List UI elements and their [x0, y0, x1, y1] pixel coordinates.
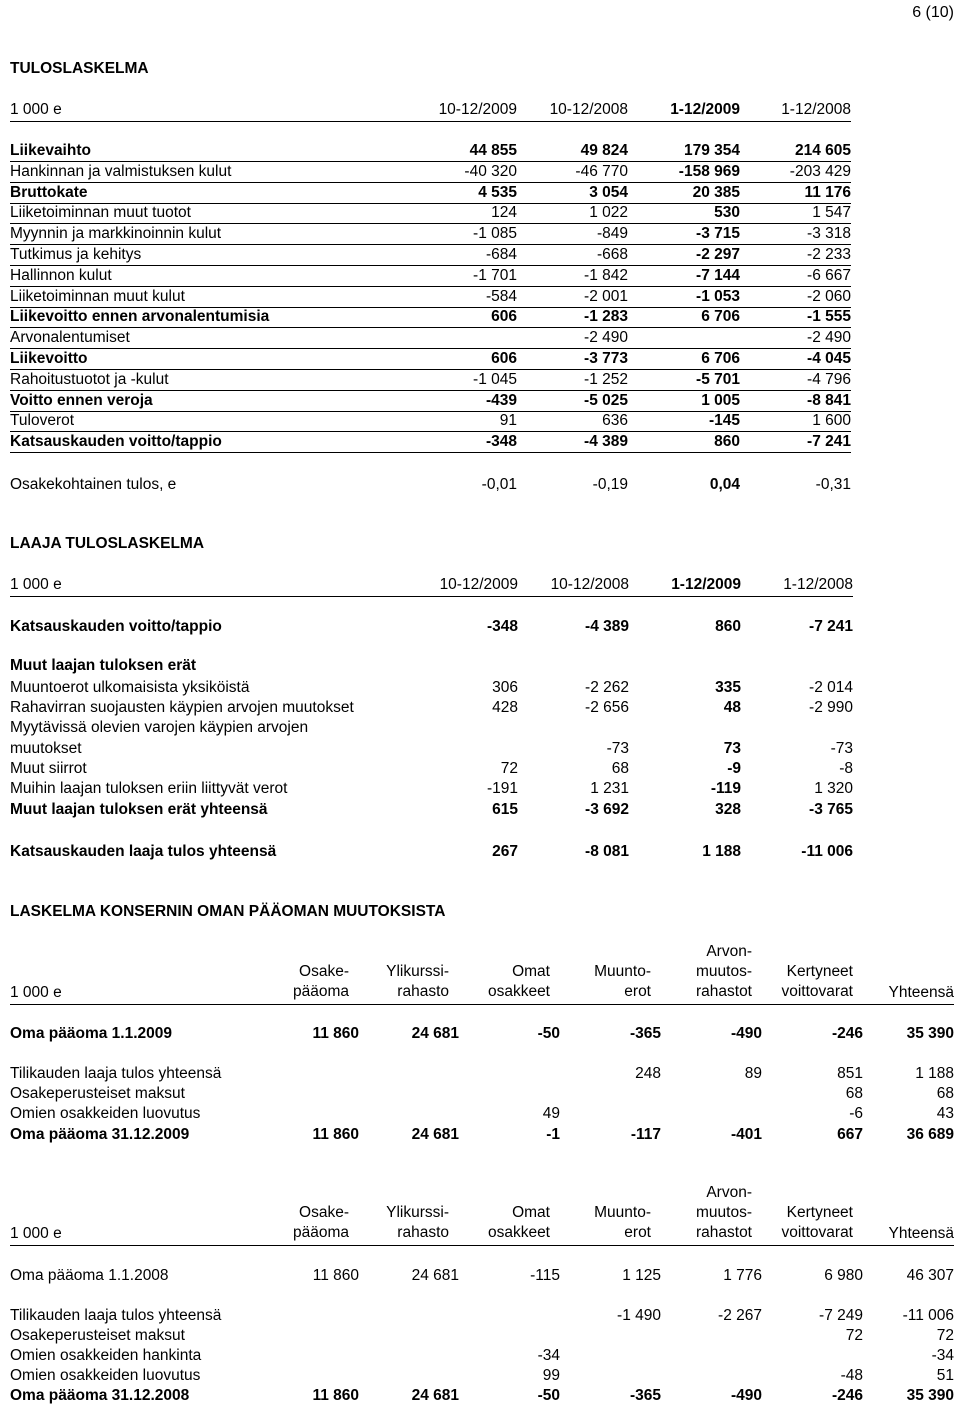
row-value: -34	[931, 1347, 954, 1364]
equity-title: LASKELMA KONSERNIN OMAN PÄÄOMAN MUUTOKSISTA	[10, 903, 446, 920]
row-value: 267	[492, 843, 518, 860]
comprehensive-header-col: 1-12/2008	[783, 576, 853, 593]
row-label: Arvonalentumiset	[10, 329, 130, 347]
row-value: 51	[936, 1367, 954, 1384]
equity-column-header	[594, 1203, 651, 1243]
row-label: Oma pääoma 31.12.2008	[10, 1387, 190, 1404]
row-value: -0,31	[815, 476, 851, 493]
row-value: -668	[596, 246, 628, 263]
row-value: -1 283	[584, 308, 628, 326]
table-row	[10, 432, 851, 453]
row-value: 48	[723, 699, 741, 717]
row-label: Hallinnon kulut	[10, 266, 112, 284]
row-value: 11 176	[804, 183, 851, 201]
table-row	[10, 1084, 954, 1104]
row-value: -8 841	[807, 391, 851, 409]
table-row	[10, 698, 853, 718]
row-value: 35 390	[906, 1025, 954, 1042]
equity-column-header-line: Arvon-	[706, 942, 752, 960]
equity-header-unit: 1 000 e	[10, 1225, 62, 1242]
table-row	[10, 203, 851, 224]
income-header-col: 10-12/2009	[438, 101, 517, 118]
equity-column-header	[696, 1183, 752, 1243]
income-header-col: 1-12/2008	[781, 101, 851, 118]
row-value: -401	[730, 1126, 762, 1143]
row-value: -584	[485, 287, 517, 305]
income-header-col: 10-12/2008	[549, 101, 628, 118]
row-value: -73	[606, 739, 629, 757]
row-label: Tutkimus ja kehitys	[10, 246, 142, 263]
row-label: Tilikauden laaja tulos yhteensä	[10, 1065, 222, 1082]
row-value: -2 990	[809, 699, 853, 717]
row-value: -2 267	[718, 1307, 762, 1324]
table-row	[10, 1266, 954, 1286]
row-value: -11 006	[801, 843, 853, 860]
equity-column-header	[594, 962, 651, 1002]
row-value: -4 389	[585, 618, 629, 635]
row-value: -0,19	[592, 476, 628, 493]
equity-column-header-line: Ylikurssi-	[386, 963, 449, 980]
row-label: Omien osakkeiden luovutus	[10, 1367, 201, 1384]
row-value: -40 320	[464, 162, 517, 180]
table-row	[10, 1125, 954, 1145]
row-value: -246	[831, 1387, 863, 1404]
equity-column-header-line: rahasto	[397, 1224, 449, 1241]
row-value: 11 860	[312, 1025, 359, 1042]
row-label: Katsauskauden voitto/tappio	[10, 618, 222, 635]
row-value: -1 252	[584, 370, 628, 388]
row-value: 248	[635, 1065, 661, 1082]
row-value: 3 054	[589, 183, 628, 201]
equity-column-header	[488, 1203, 550, 1243]
row-value: 6 706	[701, 350, 740, 367]
table-row	[10, 617, 853, 637]
income-header-rule	[10, 121, 851, 122]
row-value: 1 776	[723, 1267, 762, 1284]
row-value: 46 307	[906, 1267, 954, 1284]
row-label: Katsauskauden laaja tulos yhteensä	[10, 843, 277, 860]
row-value: -3 765	[809, 801, 853, 818]
table-row	[10, 779, 853, 799]
equity-column-header-line: rahasto	[397, 983, 449, 1000]
row-label: Voitto ennen veroja	[10, 391, 153, 409]
comprehensive-header-unit: 1 000 e	[10, 576, 62, 593]
row-value: 72	[936, 1327, 954, 1344]
table-row	[10, 141, 851, 162]
table-row	[10, 224, 851, 245]
row-label: Muut laajan tuloksen erät yhteensä	[10, 801, 268, 818]
table-row	[10, 287, 851, 308]
row-value: 99	[542, 1367, 560, 1384]
table-row	[10, 370, 851, 391]
equity-column-header-line: rahastot	[695, 1223, 752, 1241]
row-value: 24 681	[411, 1387, 459, 1404]
row-value: -73	[830, 739, 853, 757]
row-value: 24 681	[411, 1126, 459, 1143]
row-value: 124	[491, 204, 517, 222]
row-value: 49 824	[580, 142, 628, 159]
row-value: -4 045	[807, 350, 851, 367]
row-value: 179 354	[683, 142, 740, 159]
equity-column-header	[696, 942, 752, 1002]
row-value: 49	[542, 1105, 560, 1122]
table-row	[10, 266, 851, 287]
equity-column-header-line: rahastot	[695, 982, 752, 1000]
row-value: 606	[491, 308, 517, 326]
row-value: 44 855	[469, 142, 517, 159]
equity-header-rule	[10, 1245, 954, 1246]
row-value: -4 796	[807, 370, 851, 388]
row-value: 428	[492, 699, 518, 717]
row-value: -34	[537, 1347, 560, 1364]
table-row	[10, 411, 851, 432]
row-label: Muut siirrot	[10, 759, 87, 777]
row-value: 72	[500, 759, 518, 777]
row-value: -439	[485, 391, 517, 409]
table-row	[10, 162, 851, 183]
equity-column-header	[293, 962, 349, 1002]
row-value: 24 681	[411, 1267, 459, 1284]
row-label: Myytävissä olevien varojen käypien arvojen	[10, 719, 309, 737]
income-header-unit: 1 000 e	[10, 101, 62, 118]
row-value: 1 022	[589, 204, 628, 222]
row-value: -246	[831, 1025, 863, 1042]
comprehensive-header-col: 10-12/2008	[550, 576, 629, 593]
income-header-col: 1-12/2009	[670, 101, 740, 118]
equity-column-header-line: pääoma	[292, 1224, 349, 1241]
row-value: 1 188	[702, 843, 741, 860]
equity-column-header-line: Kertyneet	[786, 963, 853, 980]
table-row	[10, 475, 851, 495]
equity-column-header	[386, 1203, 449, 1243]
row-value: 11 860	[312, 1267, 359, 1284]
table-row	[10, 800, 853, 820]
row-value: 20 385	[692, 183, 740, 201]
row-value: -1 842	[584, 266, 628, 284]
row-value: -849	[596, 225, 628, 243]
row-value: -1 555	[807, 308, 851, 326]
row-value: -2 297	[696, 246, 740, 263]
table-row	[10, 718, 853, 738]
table-row	[10, 328, 851, 349]
table-row	[10, 391, 851, 412]
row-value: -684	[485, 246, 517, 263]
equity-column-header	[488, 962, 550, 1002]
row-value: -2 233	[807, 246, 851, 263]
row-value: -7 249	[819, 1307, 863, 1324]
row-label: Muuntoerot ulkomaisista yksiköistä	[10, 679, 250, 696]
row-value: -48	[840, 1367, 863, 1384]
table-row	[10, 1326, 954, 1346]
equity-column-header-line: Yhteensä	[888, 983, 954, 1001]
row-value: -7 241	[807, 433, 851, 451]
row-value: -1 701	[473, 266, 517, 284]
row-value: -6 667	[807, 266, 851, 284]
row-value: -4 389	[584, 433, 628, 451]
row-value: 1 320	[814, 780, 853, 797]
row-value: 851	[837, 1065, 863, 1082]
row-label: Omien osakkeiden hankinta	[10, 1347, 202, 1364]
row-value: -1	[546, 1126, 560, 1143]
row-value: 306	[492, 679, 518, 696]
row-value: 606	[491, 350, 517, 367]
row-label: Muihin laajan tuloksen eriin liittyvät verot	[10, 780, 288, 797]
row-label: Osakeperusteiset maksut	[10, 1085, 185, 1102]
row-label: Liiketoiminnan muut tuotot	[10, 204, 191, 222]
row-value: -490	[730, 1025, 762, 1042]
table-row	[10, 307, 851, 328]
row-value: 214 605	[794, 142, 851, 159]
equity-column-header-line: erot	[624, 983, 651, 1000]
row-value: -7 144	[696, 266, 740, 284]
row-value: 68	[845, 1085, 863, 1102]
comprehensive-section-heading: Muut laajan tuloksen erät	[10, 657, 197, 674]
table-row	[10, 349, 851, 370]
equity-column-header-line: Yhteensä	[888, 1224, 954, 1242]
row-value: 11 860	[312, 1387, 359, 1404]
equity-column-header-line: voittovarat	[781, 983, 853, 1000]
row-value: -1 490	[617, 1307, 661, 1324]
row-value: 4 535	[478, 183, 517, 201]
row-value: -490	[730, 1387, 762, 1404]
row-value: 328	[715, 801, 741, 818]
row-value: -46 770	[575, 162, 628, 180]
row-value: -191	[486, 780, 518, 797]
row-value: 6 706	[701, 308, 740, 326]
row-value: 530	[714, 204, 740, 222]
row-value: -0,01	[481, 476, 517, 493]
table-row	[10, 739, 853, 759]
row-value: -8 081	[585, 843, 629, 860]
row-label: Oma pääoma 31.12.2009	[10, 1126, 190, 1143]
equity-column-header-line: Ylikurssi-	[386, 1204, 449, 1221]
row-label: Osakeperusteiset maksut	[10, 1327, 185, 1344]
row-label: Oma pääoma 1.1.2009	[10, 1025, 172, 1042]
table-row	[10, 1366, 954, 1386]
row-value: -203 429	[789, 162, 851, 180]
row-value: -3 692	[585, 801, 629, 818]
row-label: Tilikauden laaja tulos yhteensä	[10, 1307, 222, 1324]
row-value: -1 045	[473, 370, 517, 388]
comprehensive-header-col: 1-12/2009	[671, 576, 741, 593]
equity-column-header	[386, 962, 449, 1002]
equity-column-header-line: Muunto-	[594, 963, 651, 980]
equity-column-header-line: Arvon-	[706, 1183, 752, 1201]
row-label: Rahavirran suojausten käypien arvojen muutokset	[10, 699, 354, 717]
equity-column-header-line: voittovarat	[781, 1224, 853, 1241]
table-row	[10, 678, 853, 698]
row-value: -7 241	[809, 618, 853, 635]
row-label: Bruttokate	[10, 183, 88, 201]
row-value: 72	[845, 1327, 863, 1344]
row-label: Rahoitustuotot ja -kulut	[10, 370, 169, 388]
row-value: -2 060	[807, 287, 851, 305]
income-title: TULOSLASKELMA	[10, 60, 149, 77]
row-value: 860	[715, 618, 741, 635]
row-value: 1 231	[590, 780, 629, 797]
equity-column-header-line: osakkeet	[487, 983, 550, 1000]
table-row	[10, 1306, 954, 1326]
row-value: -365	[629, 1025, 661, 1042]
row-value: 1 600	[812, 412, 851, 430]
comprehensive-header	[10, 575, 853, 595]
comprehensive-header-col: 10-12/2009	[439, 576, 518, 593]
row-value: 0,04	[709, 476, 740, 493]
row-value: 1 547	[812, 204, 851, 222]
equity-column-header-line: Muunto-	[594, 1204, 651, 1221]
equity-header-rule	[10, 1004, 954, 1005]
row-value: -365	[629, 1387, 661, 1404]
equity-column-header-line: muutos-	[696, 1203, 752, 1221]
row-label: Liikevoitto ennen arvonalentumisia	[10, 308, 270, 326]
row-value: -9	[727, 759, 741, 777]
row-value: -5 701	[696, 370, 740, 388]
row-value: -50	[537, 1387, 560, 1404]
row-label: Hankinnan ja valmistuksen kulut	[10, 162, 232, 180]
row-label: Omien osakkeiden luovutus	[10, 1105, 201, 1122]
row-value: -2 262	[585, 679, 629, 696]
row-value: 667	[837, 1126, 863, 1143]
row-value: -11 006	[902, 1307, 954, 1324]
row-label: Myynnin ja markkinoinnin kulut	[10, 225, 222, 243]
row-label: Liikevaihto	[10, 142, 91, 159]
row-value: 1 005	[701, 391, 740, 409]
row-value: 1 188	[915, 1065, 954, 1082]
row-label: Osakekohtainen tulos, e	[10, 476, 177, 493]
row-value: -2 490	[584, 329, 628, 347]
equity-column-header	[293, 1203, 349, 1243]
row-value: 636	[602, 412, 628, 430]
row-value: 35 390	[906, 1387, 954, 1404]
equity-column-header	[781, 962, 853, 1002]
row-value: 68	[936, 1085, 954, 1102]
row-value: -115	[530, 1267, 560, 1284]
row-value: -117	[630, 1126, 661, 1143]
table-row	[10, 1104, 954, 1124]
page-number: 6 (10)	[912, 4, 954, 21]
table-row	[10, 183, 851, 204]
income-header	[10, 100, 851, 120]
row-value: 89	[744, 1065, 762, 1082]
row-value: -2 001	[584, 287, 628, 305]
equity-column-header-line: pääoma	[292, 983, 349, 1000]
equity-column-header-line: Kertyneet	[786, 1204, 853, 1221]
row-value: 6 980	[824, 1267, 863, 1284]
row-value: -348	[486, 618, 518, 635]
comprehensive-title: LAAJA TULOSLASKELMA	[10, 535, 205, 552]
row-value: 335	[715, 679, 741, 696]
row-value: 1 125	[622, 1267, 661, 1284]
table-row	[10, 842, 853, 862]
equity-column-header-line: Omat	[512, 1204, 550, 1221]
row-value: 43	[936, 1105, 954, 1122]
row-label: Katsauskauden voitto/tappio	[10, 433, 222, 451]
equity-column-header	[781, 1203, 853, 1243]
row-value: -2 014	[809, 679, 853, 696]
row-value: -3 318	[807, 225, 851, 243]
row-value: -2 490	[807, 329, 851, 347]
row-label: Tuloverot	[10, 412, 75, 430]
row-value: 36 689	[906, 1126, 954, 1143]
row-value: -348	[485, 433, 517, 451]
table-row	[10, 1346, 954, 1366]
row-value: -50	[537, 1025, 560, 1042]
equity-column-header	[889, 1224, 955, 1244]
row-label: Oma pääoma 1.1.2008	[10, 1267, 169, 1284]
row-value: 860	[714, 433, 740, 451]
row-value: 68	[611, 759, 629, 777]
row-value: -2 656	[585, 699, 629, 717]
row-value: 24 681	[411, 1025, 459, 1042]
table-row	[10, 1386, 954, 1406]
equity-column-header-line: erot	[624, 1224, 651, 1241]
equity-column-header-line: Osake-	[299, 1204, 349, 1221]
equity-column-header-line: Osake-	[299, 963, 349, 980]
row-value: -3 773	[584, 350, 628, 367]
row-value: -6	[849, 1105, 863, 1122]
table-row	[10, 245, 851, 266]
table-row	[10, 1064, 954, 1084]
equity-column-header-line: Omat	[512, 963, 550, 980]
row-label: Liikevoitto	[10, 350, 88, 367]
table-row	[10, 1024, 954, 1044]
row-value: 11 860	[312, 1126, 359, 1143]
equity-header-unit: 1 000 e	[10, 984, 62, 1001]
row-value: -3 715	[696, 225, 740, 243]
row-label: muutokset	[10, 739, 82, 757]
row-value: -1 053	[696, 287, 740, 305]
row-label: Liiketoiminnan muut kulut	[10, 287, 185, 305]
equity-column-header	[889, 983, 955, 1003]
row-value: -8	[839, 759, 853, 777]
table-row	[10, 759, 853, 779]
row-value: -119	[710, 780, 741, 797]
equity-column-header-line: osakkeet	[487, 1224, 550, 1241]
row-value: 73	[723, 739, 741, 757]
comprehensive-header-rule	[10, 596, 853, 597]
row-value: -1 085	[473, 225, 517, 243]
row-value: -145	[708, 412, 740, 430]
row-value: 91	[499, 412, 517, 430]
row-value: -5 025	[584, 391, 628, 409]
row-value: -158 969	[678, 162, 740, 180]
row-value: 615	[492, 801, 518, 818]
equity-column-header-line: muutos-	[696, 962, 752, 980]
